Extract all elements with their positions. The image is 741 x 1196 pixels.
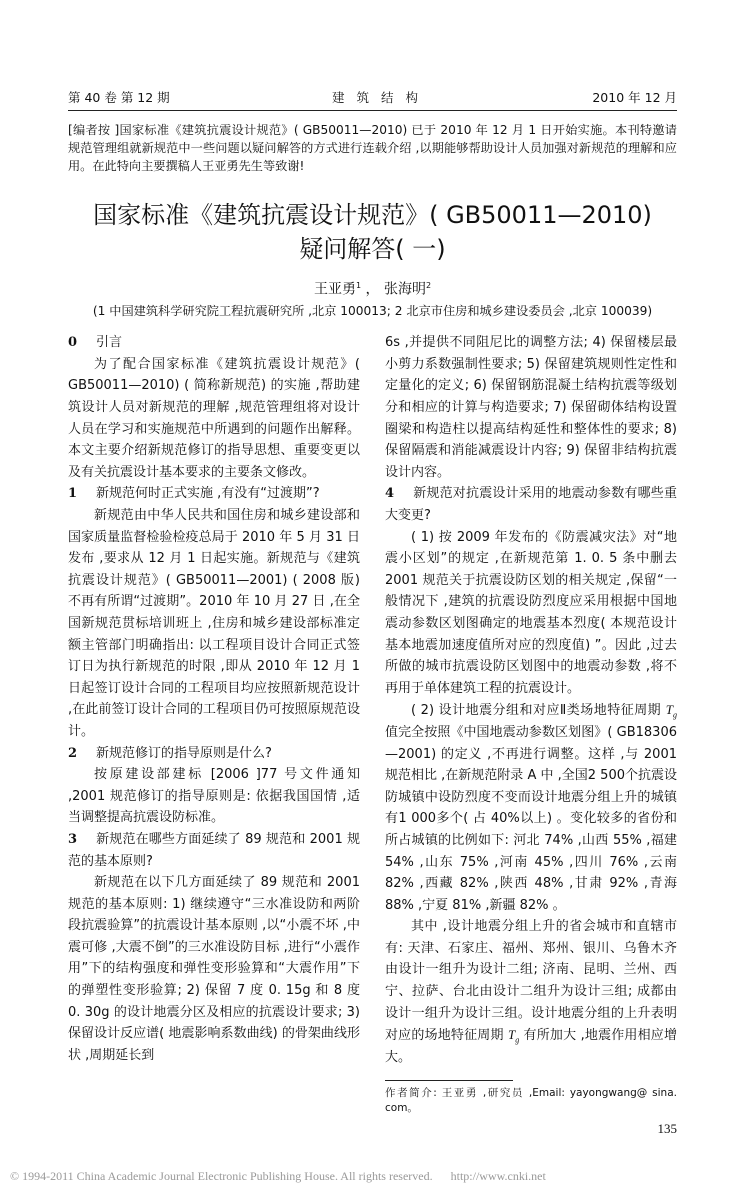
affiliations: (1 中国建筑科学研究院工程抗震研究所 ,北京 100013; 2 北京市住房和城乡建设委员会 ,北京 100039) (92, 304, 653, 319)
article-title (68, 198, 677, 266)
running-header (68, 88, 677, 111)
copyright-text: © 1994-2011 China Academic Journal Electronic Publishing House. All rights reserved. (10, 1169, 433, 1184)
journal-name: 建筑结构 (332, 90, 431, 105)
section-title: 新规范对抗震设计采用的地震动参数有哪些重大变更? (385, 486, 677, 524)
section-title: 新规范在哪些方面延续了 89 规范和 2001 规范的基本原则? (68, 831, 360, 869)
page-number: 135 (657, 1121, 677, 1137)
title-line-1: 国家标准《建筑抗震设计规范》( GB50011—2010) (93, 200, 652, 229)
editor-note: [编者按 ]国家标准《建筑抗震设计规范》( GB50011—2010) 已于 2010 年 12 月 1 日开始实施。本刊特邀请规范管理组就新规范中一些问题以疑问解答的方式进行连载介绍 ,以期能够帮助设计人员加强对新规范的理解和应用。在此特向主要撰稿人王亚勇先生等致谢! (68, 123, 677, 174)
author-name: 王亚勇 (313, 281, 356, 298)
title-line-2: 疑问解答( 一) (299, 234, 446, 263)
paragraph (385, 699, 677, 916)
subscript: g (515, 1035, 520, 1045)
paragraph: ( 1) 按 2009 年发布的《防震减灾法》对“地震小区划”的规定 ,在新规范第 1. 0. 5 条中删去 2001 规范关于抗震设防区划的相关规定 ,保留“一般情况下 ,建筑的抗震设防烈度应采用根据中国地震动参数区划图确定的地震基本烈度( 本规范设计基本地震加速度值所对应的烈度值) ”。因此 ,过去所做的城市抗震设防区划图中的地震动参数 ,将不再用于单体建筑工程的抗震设计。 (385, 529, 677, 696)
author-separator: ， (361, 281, 380, 298)
copyright-footer (0, 1168, 741, 1196)
paragraph: 按原建设部建标 [2006 ]77 号文件通知 ,2001 规范修订的指导原则是: 依据我国国情 ,适当调整提高抗震设防标准。 (68, 767, 360, 826)
volume-issue: 第 40 卷 第 12 期 (68, 90, 170, 105)
section-number: 4 (385, 486, 395, 502)
author-footnote: 作者简介: 王亚勇 ,研究员 ,Email: yayongwang@ sina. com。 (385, 1087, 677, 1115)
symbol-tg (665, 702, 677, 720)
footnote-divider (385, 1080, 513, 1081)
section-heading (68, 743, 360, 765)
section-heading (68, 829, 360, 872)
section-heading (68, 332, 360, 354)
author-affil-mark: 1 (355, 280, 362, 290)
author-affil-mark: 2 (425, 280, 432, 290)
symbol-tg (507, 1027, 520, 1045)
section-heading (68, 483, 360, 505)
body-columns (68, 332, 677, 1138)
subscript: g (673, 710, 677, 720)
section-number: 0 (68, 335, 78, 351)
section-heading (385, 483, 677, 526)
issue-date: 2010 年 12 月 (592, 90, 677, 105)
authors (68, 276, 677, 300)
text: 值完全按照《中国地震动参数区划图》( GB18306—2001) 的定义 ,不再进行调整。这样 ,与 2001 规范相比 ,在新规范附录 A 中 ,全国2 500个抗震设防城镇中设防烈度不变而设计地震分组上升的城镇有1 000多个( 占 40%以上) 。变化较多的省份和所占城镇的比例如下: 河北 74% ,山西 55% ,福建54% ,山东 75% ,河南 45% ,四川 76% ,云南 82% ,西藏 82% ,陕西 48% ,甘肃 92% ,青海 88% ,宁夏 81% ,新疆 82% 。 (385, 724, 677, 913)
section-title: 新规范何时正式实施 ,有没有“过渡期”? (96, 486, 320, 502)
right-column (385, 332, 677, 1138)
cnki-link[interactable]: http://www.cnki.net (450, 1169, 546, 1184)
section-title: 引言 (96, 335, 123, 351)
symbol: T (507, 1027, 516, 1043)
paragraph-continued: 6s ,并提供不同阻尼比的调整方法; 4) 保留楼层最小剪力系数强制性要求; 5) 保留建筑规则性定性和定量化的定义; 6) 保留钢筋混凝土结构抗震等级划分和相应的计算与构造要求; 7) 保留砌体结构设置圈梁和构造柱以提高结构延性和整体性的要求; 8) 保留隔震和消能减震设计内容; 9) 保留非结构抗震设计内容。 (385, 335, 677, 480)
text: 有所加大 ,地震作用相应增大。 (385, 1028, 677, 1065)
paragraph: 为了配合国家标准《建筑抗震设计规范》( GB50011—2010) ( 简称新规范) 的实施 ,帮助建筑设计人员对新规范的理解 ,规范管理组将对设计人员在学习和实施规范中所遇到的问题作出解释。本文主要介绍新规范修订的指导思想、重要变更以及有关抗震设计基本要求的主要条文修改。 (68, 356, 360, 480)
section-number: 3 (68, 831, 78, 847)
author-name: 张海明 (383, 281, 426, 298)
left-column (68, 332, 360, 1066)
paragraph: 新规范在以下几方面延续了 89 规范和 2001 规范的基本原则: 1) 继续遵守“三水准设防和两阶段抗震验算”的抗震设计基本原则 ,以“小震不坏 ,中震可修 ,大震不倒”的三水准设防目标 ,进行“小震作用”下的结构强度和弹性变形验算和“大震作用”下的弹塑性变形验算; 2) 保留 7 度 0. 15g 和 8 度 0. 30g 的设计地震分区及相应的抗震设计要求; 3) 保留设计反应谱( 地震影响系数曲线) 的骨架曲线形状 ,周期延长到 (68, 875, 360, 1063)
section-number: 1 (68, 486, 78, 502)
symbol: T (665, 702, 673, 718)
paragraph: 新规范由中华人民共和国住房和城乡建设部和国家质量监督检验检疫总局于 2010 年 5 月 31 日发布 ,要求从 12 月 1 日起实施。新规范与《建筑抗震设计规范》( GB50011—2001) ( 2008 版) 不再有所谓“过渡期”。2010 年 10 月 27 日 ,在全国新规范贯标培训班上 ,住房和城乡建设部标准定额主管部门明确指出: 以工程项目设计合同正式签订日为执行新规范的时限 ,即从 2010 年 12 月 1 日起签订设计合同的工程项目均应按照新规范设计 ,在此前签订设计合同的工程项目仍可按照原规范设计。 (68, 508, 360, 739)
text: 其中 ,设计地震分组上升的省会城市和直辖市有: 天津、石家庄、福州、郑州、银川、乌鲁木齐由设计一组升为设计二组; 济南、昆明、兰州、西宁、拉萨、台北由设计二组升为设计三组; 成都由设计一组升为设计三组。设计地震分组的上升表明对应的场地特征周期 (385, 919, 677, 1044)
section-title: 新规范修订的指导原则是什么? (96, 745, 272, 761)
section-number: 2 (68, 745, 78, 761)
paragraph (385, 916, 677, 1068)
text: ( 2) 设计地震分组和对应Ⅱ类场地特征周期 (411, 703, 666, 719)
